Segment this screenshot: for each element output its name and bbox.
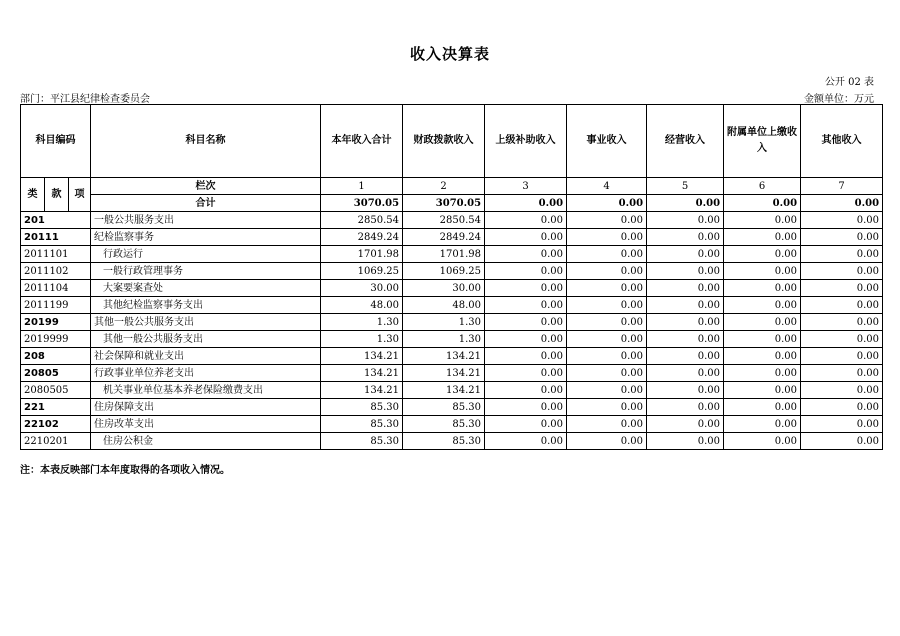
table-row — [21, 331, 883, 348]
amount-cell: 0.00 — [801, 229, 883, 246]
subject-code: 2011102 — [21, 263, 91, 280]
amount-cell: 0.00 — [567, 382, 647, 399]
table-row — [21, 365, 883, 382]
amount-cell: 0.00 — [724, 280, 801, 297]
amount-cell: 0.00 — [567, 416, 647, 433]
subject-name: 住房保障支出 — [91, 399, 321, 416]
total-value: 0.00 — [647, 195, 724, 212]
amount-cell: 134.21 — [403, 382, 485, 399]
column-number: 6 — [724, 178, 801, 195]
subject-name: 大案要案查处 — [91, 280, 321, 297]
amount-cell: 85.30 — [403, 416, 485, 433]
amount-cell: 0.00 — [567, 263, 647, 280]
amount-cell: 1701.98 — [403, 246, 485, 263]
total-label: 合计 — [91, 195, 321, 212]
amount-cell: 0.00 — [801, 416, 883, 433]
table-row — [21, 399, 883, 416]
amount-cell: 0.00 — [485, 246, 567, 263]
amount-cell: 134.21 — [403, 348, 485, 365]
table-row — [21, 416, 883, 433]
total-value: 3070.05 — [403, 195, 485, 212]
amount-cell: 0.00 — [647, 263, 724, 280]
column-number: 1 — [321, 178, 403, 195]
amount-cell: 0.00 — [647, 399, 724, 416]
amount-cell: 0.00 — [485, 280, 567, 297]
table-row — [21, 212, 883, 229]
column-number: 7 — [801, 178, 883, 195]
amount-cell: 2849.24 — [403, 229, 485, 246]
subject-name: 一般行政管理事务 — [91, 263, 321, 280]
subject-name: 行政事业单位养老支出 — [91, 365, 321, 382]
subject-code: 221 — [21, 399, 91, 416]
amount-cell: 0.00 — [485, 297, 567, 314]
table-note: 注：本表反映部门本年度取得的各项收入情况。 — [20, 465, 230, 476]
amount-cell: 0.00 — [724, 297, 801, 314]
table-row — [21, 314, 883, 331]
amount-cell: 0.00 — [801, 280, 883, 297]
table-row — [21, 348, 883, 365]
header-superior: 上级补助收入 — [485, 105, 567, 178]
subject-code: 22102 — [21, 416, 91, 433]
amount-cell: 2849.24 — [321, 229, 403, 246]
amount-cell: 0.00 — [724, 365, 801, 382]
amount-cell: 0.00 — [567, 348, 647, 365]
amount-cell: 2850.54 — [403, 212, 485, 229]
total-row — [21, 195, 883, 212]
amount-cell: 1.30 — [321, 314, 403, 331]
header-total: 本年收入合计 — [321, 105, 403, 178]
amount-cell: 85.30 — [403, 399, 485, 416]
subject-name: 住房公积金 — [91, 433, 321, 450]
amount-cell: 0.00 — [567, 297, 647, 314]
column-number: 5 — [647, 178, 724, 195]
amount-cell: 0.00 — [567, 246, 647, 263]
amount-cell: 0.00 — [647, 280, 724, 297]
subject-name: 社会保障和就业支出 — [91, 348, 321, 365]
amount-cell: 0.00 — [801, 433, 883, 450]
header-xiang: 项 — [69, 178, 91, 212]
amount-cell: 0.00 — [801, 246, 883, 263]
amount-cell: 0.00 — [567, 229, 647, 246]
amount-cell: 0.00 — [801, 399, 883, 416]
header-fiscal: 财政拨款收入 — [403, 105, 485, 178]
amount-cell: 0.00 — [485, 212, 567, 229]
subject-name: 纪检监察事务 — [91, 229, 321, 246]
amount-cell: 134.21 — [321, 348, 403, 365]
amount-cell: 0.00 — [567, 399, 647, 416]
total-value: 0.00 — [801, 195, 883, 212]
amount-cell: 0.00 — [567, 212, 647, 229]
column-number: 3 — [485, 178, 567, 195]
amount-cell: 85.30 — [321, 399, 403, 416]
amount-cell: 0.00 — [724, 416, 801, 433]
subject-code: 2011199 — [21, 297, 91, 314]
column-number-row — [21, 178, 883, 195]
subject-code: 20111 — [21, 229, 91, 246]
amount-unit-label: 金额单位：万元 — [804, 94, 874, 105]
total-value: 0.00 — [567, 195, 647, 212]
amount-cell: 0.00 — [801, 297, 883, 314]
subject-name: 其他一般公共服务支出 — [91, 331, 321, 348]
header-kuan: 款 — [45, 178, 69, 212]
amount-cell: 0.00 — [724, 382, 801, 399]
amount-cell: 30.00 — [403, 280, 485, 297]
amount-cell: 0.00 — [485, 229, 567, 246]
subject-code: 20199 — [21, 314, 91, 331]
income-table — [20, 104, 883, 450]
amount-cell: 0.00 — [567, 314, 647, 331]
amount-cell: 48.00 — [321, 297, 403, 314]
amount-cell: 0.00 — [801, 348, 883, 365]
header-other: 其他收入 — [801, 105, 883, 178]
amount-cell: 0.00 — [485, 399, 567, 416]
header-lei: 类 — [21, 178, 45, 212]
amount-cell: 1701.98 — [321, 246, 403, 263]
amount-cell: 48.00 — [403, 297, 485, 314]
subject-code: 20805 — [21, 365, 91, 382]
header-operating: 经营收入 — [647, 105, 724, 178]
amount-cell: 0.00 — [485, 263, 567, 280]
amount-cell: 0.00 — [485, 416, 567, 433]
subject-name: 行政运行 — [91, 246, 321, 263]
amount-cell: 0.00 — [801, 382, 883, 399]
amount-cell: 0.00 — [724, 331, 801, 348]
total-value: 0.00 — [485, 195, 567, 212]
page-title: 收入决算表 — [409, 45, 490, 63]
total-value: 0.00 — [724, 195, 801, 212]
column-number: 2 — [403, 178, 485, 195]
amount-cell: 0.00 — [724, 348, 801, 365]
table-row — [21, 280, 883, 297]
amount-cell: 0.00 — [567, 365, 647, 382]
amount-cell: 0.00 — [801, 314, 883, 331]
amount-cell: 0.00 — [647, 246, 724, 263]
form-number: 公开 02 表 — [824, 77, 874, 88]
amount-cell: 85.30 — [403, 433, 485, 450]
subject-code: 208 — [21, 348, 91, 365]
header-business: 事业收入 — [567, 105, 647, 178]
subject-name: 机关事业单位基本养老保险缴费支出 — [91, 382, 321, 399]
amount-cell: 0.00 — [647, 433, 724, 450]
amount-cell: 0.00 — [724, 399, 801, 416]
amount-cell: 0.00 — [724, 212, 801, 229]
subject-code: 2011104 — [21, 280, 91, 297]
amount-cell: 134.21 — [321, 365, 403, 382]
amount-cell: 0.00 — [647, 212, 724, 229]
amount-cell: 0.00 — [485, 331, 567, 348]
amount-cell: 0.00 — [485, 314, 567, 331]
amount-cell: 1.30 — [321, 331, 403, 348]
amount-cell: 85.30 — [321, 416, 403, 433]
amount-cell: 0.00 — [647, 314, 724, 331]
amount-cell: 1.30 — [403, 331, 485, 348]
amount-cell: 0.00 — [567, 433, 647, 450]
amount-cell: 0.00 — [485, 382, 567, 399]
amount-cell: 0.00 — [647, 297, 724, 314]
subject-name: 其他一般公共服务支出 — [91, 314, 321, 331]
amount-cell: 1069.25 — [403, 263, 485, 280]
subject-code: 2210201 — [21, 433, 91, 450]
amount-cell: 0.00 — [567, 331, 647, 348]
amount-cell: 1.30 — [403, 314, 485, 331]
table-row — [21, 246, 883, 263]
amount-cell: 30.00 — [321, 280, 403, 297]
amount-cell: 0.00 — [801, 365, 883, 382]
amount-cell: 0.00 — [647, 382, 724, 399]
amount-cell: 2850.54 — [321, 212, 403, 229]
total-value: 3070.05 — [321, 195, 403, 212]
amount-cell: 0.00 — [647, 365, 724, 382]
department-label: 部门：平江县纪律检查委员会 — [20, 94, 150, 105]
column-label: 栏次 — [91, 178, 321, 195]
subject-name: 一般公共服务支出 — [91, 212, 321, 229]
table-row — [21, 229, 883, 246]
amount-cell: 0.00 — [485, 365, 567, 382]
header-affiliated: 附属单位上缴收入 — [724, 105, 801, 178]
header-code: 科目编码 — [21, 105, 91, 178]
amount-cell: 0.00 — [724, 229, 801, 246]
column-number: 4 — [567, 178, 647, 195]
table-row — [21, 382, 883, 399]
amount-cell: 0.00 — [647, 229, 724, 246]
table-row — [21, 263, 883, 280]
amount-cell: 0.00 — [724, 433, 801, 450]
amount-cell: 0.00 — [485, 348, 567, 365]
header-name: 科目名称 — [91, 105, 321, 178]
amount-cell: 0.00 — [485, 433, 567, 450]
amount-cell: 0.00 — [801, 263, 883, 280]
amount-cell: 134.21 — [321, 382, 403, 399]
amount-cell: 1069.25 — [321, 263, 403, 280]
amount-cell: 85.30 — [321, 433, 403, 450]
subject-code: 2019999 — [21, 331, 91, 348]
subject-name: 住房改革支出 — [91, 416, 321, 433]
amount-cell: 0.00 — [724, 314, 801, 331]
amount-cell: 134.21 — [403, 365, 485, 382]
amount-cell: 0.00 — [724, 263, 801, 280]
amount-cell: 0.00 — [567, 280, 647, 297]
subject-name: 其他纪检监察事务支出 — [91, 297, 321, 314]
subject-code: 2080505 — [21, 382, 91, 399]
table-row — [21, 433, 883, 450]
table-row — [21, 297, 883, 314]
amount-cell: 0.00 — [647, 416, 724, 433]
amount-cell: 0.00 — [801, 212, 883, 229]
subject-code: 201 — [21, 212, 91, 229]
amount-cell: 0.00 — [647, 331, 724, 348]
amount-cell: 0.00 — [724, 246, 801, 263]
subject-code: 2011101 — [21, 246, 91, 263]
amount-cell: 0.00 — [801, 331, 883, 348]
amount-cell: 0.00 — [647, 348, 724, 365]
